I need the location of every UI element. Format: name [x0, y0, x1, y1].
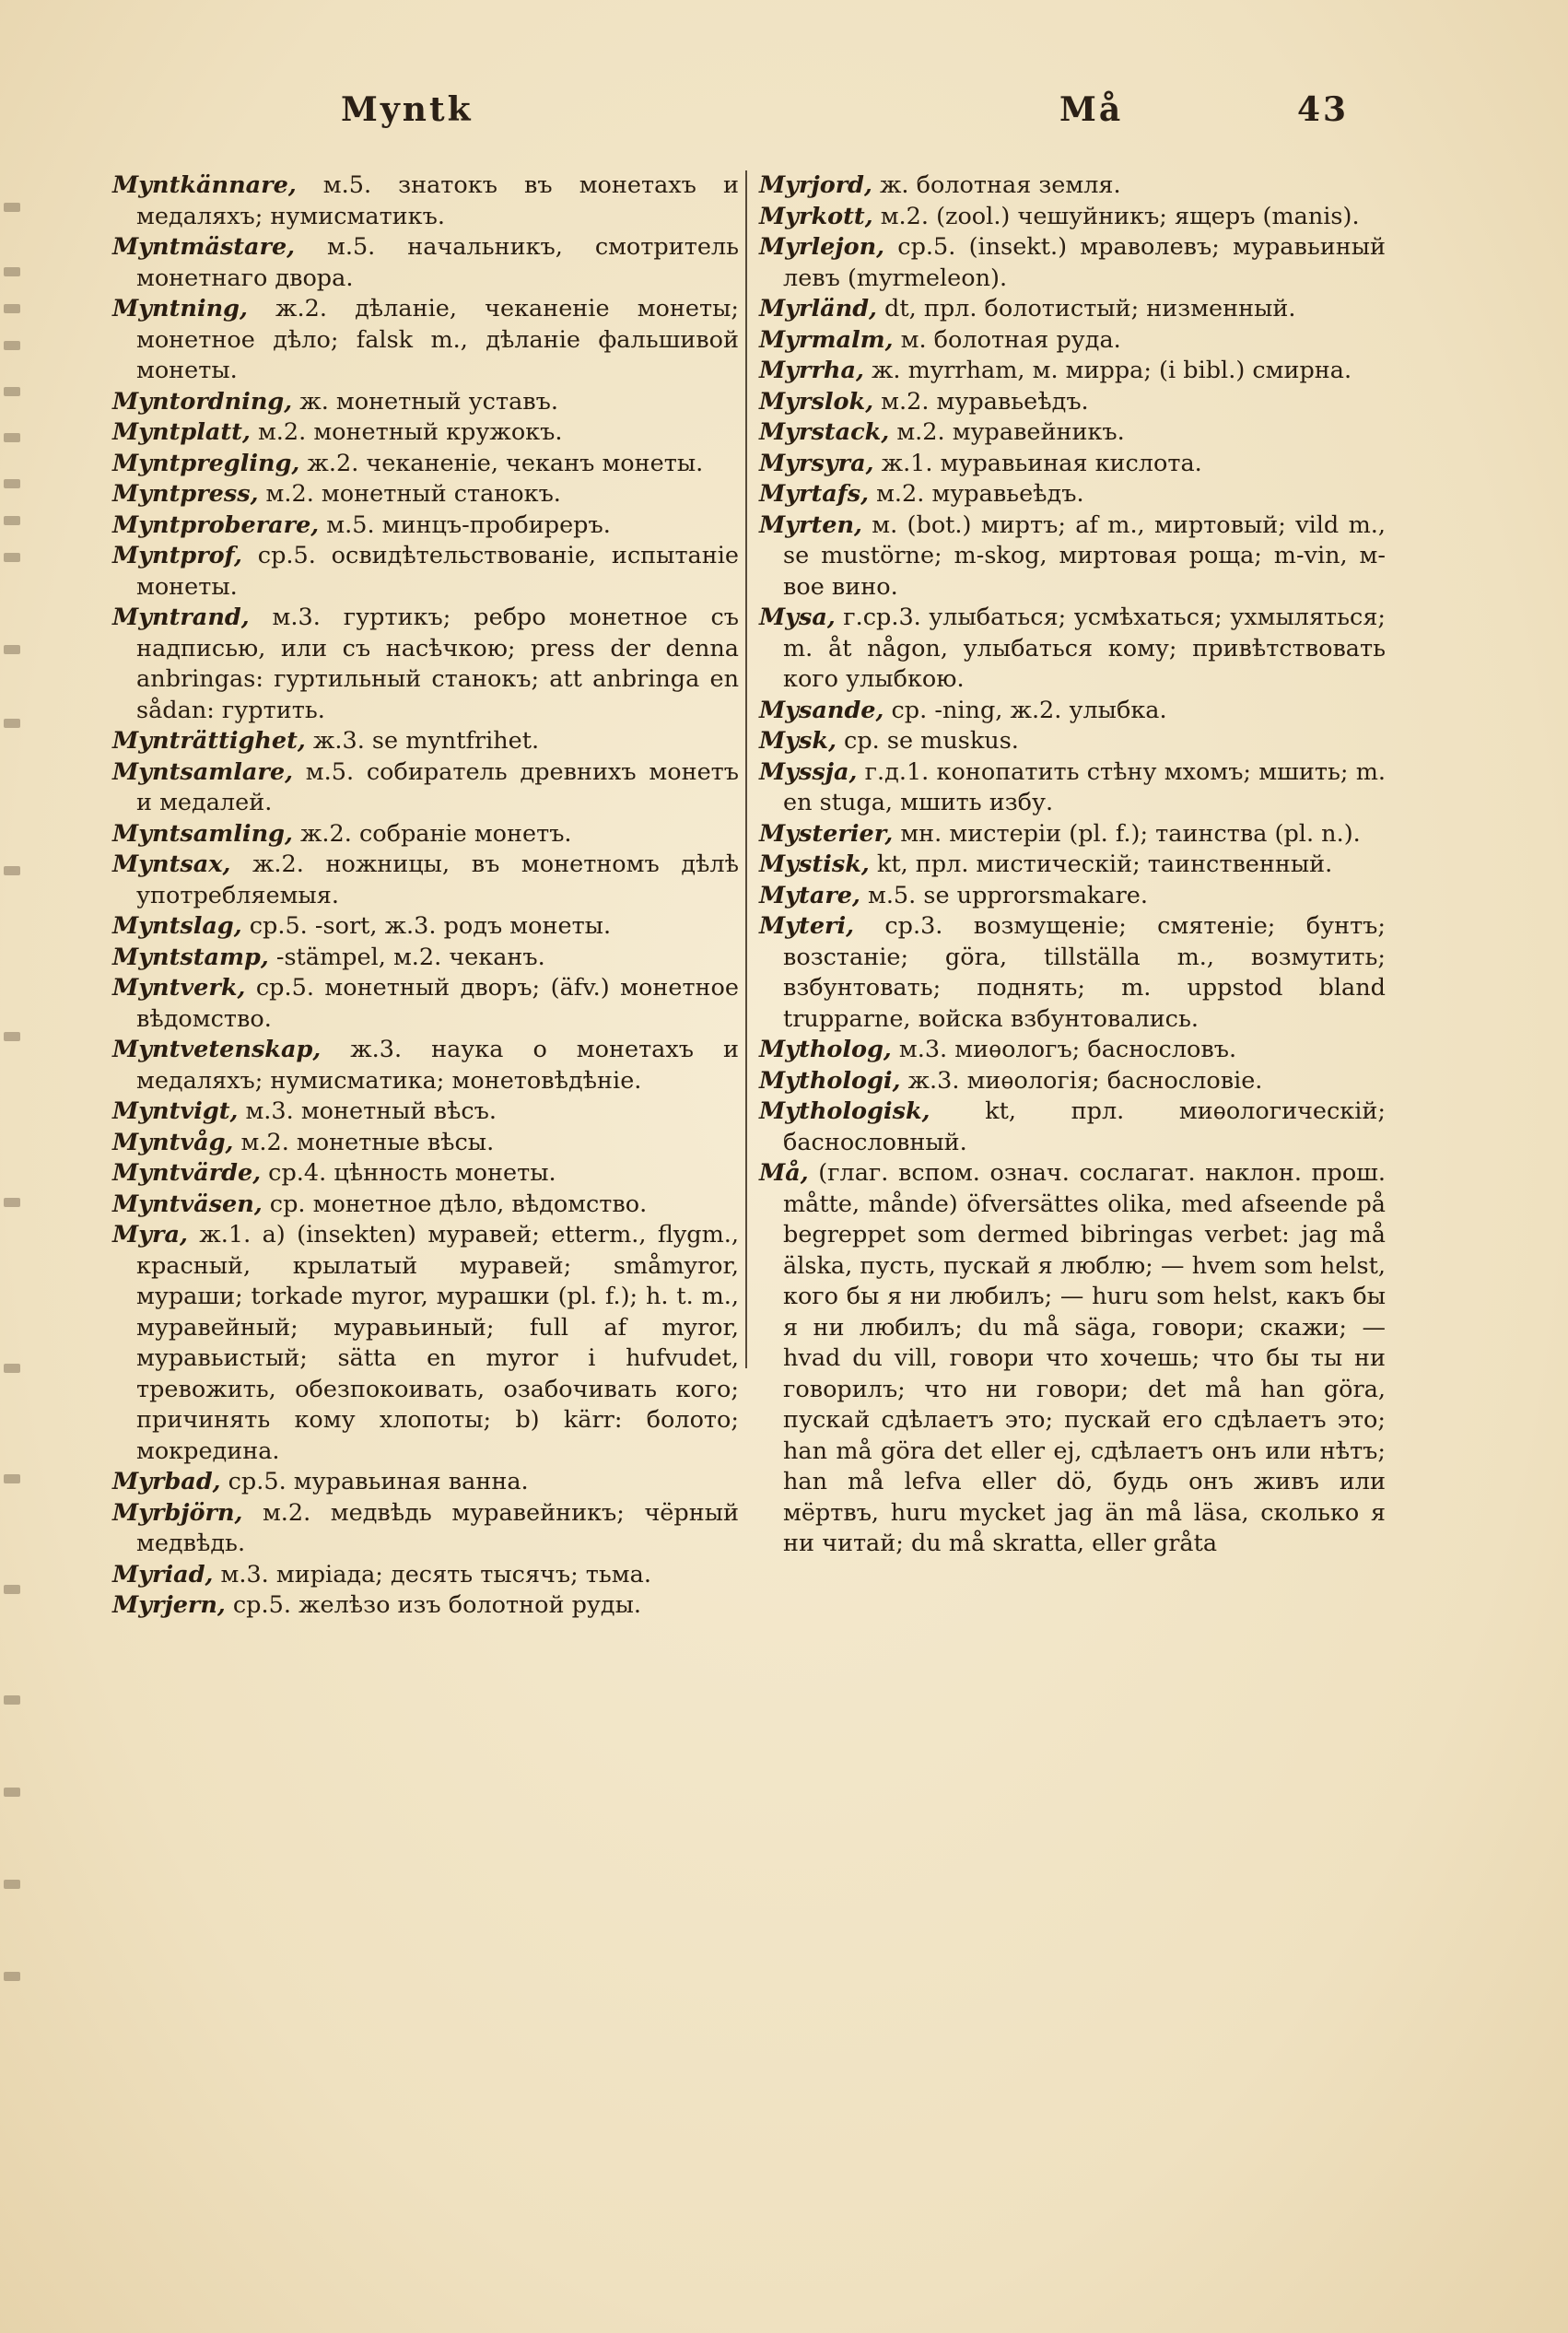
entry-headword: Myra, [112, 1221, 188, 1249]
entry-definition: ж.1. муравьиная кислота. [873, 449, 1202, 477]
entry-definition: ж.2. дѣланіе, чеканеніе монеты; монетное дѣло; falsk m., дѣланіе фальшивой монеты. [136, 295, 739, 384]
entry-headword: Mynträttighet, [112, 727, 306, 755]
entry-headword: Myntsamlare, [112, 757, 293, 786]
entry-headword: Myntstamp, [112, 943, 269, 971]
entry-definition: -stämpel, м.2. чеканъ. [268, 943, 545, 971]
entry-headword: Myntpregling, [112, 449, 300, 477]
dictionary-entry [759, 1096, 1386, 1158]
dictionary-entry [112, 1590, 739, 1622]
dictionary-entry [759, 726, 1386, 757]
dictionary-entry [112, 541, 739, 603]
entry-headword: Mysa, [759, 604, 836, 631]
entry-definition: ж.3. миѳологія; баснословіе. [900, 1066, 1263, 1095]
dictionary-entry [112, 1560, 739, 1591]
dictionary-entry [112, 387, 739, 418]
entry-headword: Myrbad, [112, 1468, 221, 1495]
entry-headword: Myntsax, [112, 850, 231, 878]
dictionary-entry [112, 1220, 739, 1467]
entry-definition: ср. монетное дѣло, вѣдомство. [262, 1190, 648, 1218]
dictionary-entry [759, 881, 1386, 912]
entry-definition: ср.5. -sort, ж.3. родъ монеты. [241, 912, 612, 940]
dictionary-entry [759, 1035, 1386, 1066]
dictionary-entry [759, 449, 1386, 480]
entry-headword: Myntvärde, [112, 1159, 262, 1187]
entry-definition: м.3. миѳологъ; баснословъ. [891, 1036, 1237, 1063]
running-head-right: Må [1059, 90, 1124, 129]
entry-headword: Myntslag, [112, 912, 242, 940]
entry-headword: Myrkott, [759, 202, 873, 230]
dictionary-entry [112, 510, 739, 542]
entry-headword: Mytholog, [759, 1036, 892, 1063]
entry-headword: Myntrand, [112, 604, 250, 631]
entry-definition: м.2. муравьеѣдъ. [873, 387, 1089, 416]
entry-headword: Må, [759, 1159, 809, 1187]
entry-headword: Myntsamling, [112, 819, 293, 848]
entry-definition: м.2. монетный кружокъ. [250, 418, 563, 446]
entry-headword: Myrbjörn, [112, 1498, 243, 1527]
dictionary-entry [759, 232, 1386, 294]
entry-definition: ж.3. наука о монетахъ и медаляхъ; нумисматика; монетовѣдѣніе. [136, 1036, 739, 1095]
entry-headword: Mytare, [759, 881, 860, 909]
entry-headword: Myrjern, [112, 1591, 226, 1619]
entry-definition: м.5. минцъ-пробиреръ. [319, 510, 611, 539]
dictionary-entry [112, 973, 739, 1035]
entry-headword: Myntordning, [112, 387, 293, 416]
entry-headword: Mysterier, [759, 819, 894, 848]
entry-definition: ср.5. освидѣтельствованіе, испытаніе монеты. [136, 542, 739, 601]
entry-headword: Myntvåg, [112, 1128, 234, 1156]
dictionary-entry [759, 510, 1386, 604]
entry-definition: (глаг. вспом. означ. сослагат. наклон. прош. måtte, månde) öfversättes olika, med afseende på begreppet som dermed bibringas verbet: jag må älska, пусть, пускай я люблю; — hvem som helst, кого бы я ни любилъ; — huru som helst, какъ бы я ни любилъ; du må säga, говори; скажи; — hvad du vill, говори что хочешь; что бы ты ни говорилъ; что ни говори; det må han göra, пускай сдѣлаетъ это; пускай его сдѣлаетъ это; han må göra det eller ej, сдѣлаетъ онъ или нѣтъ; han må lefva eller dö, будь онъ живъ или мёртвъ, huru mycket jag än må läsa, сколько я ни читай; du må skratta, eller gråta [783, 1159, 1386, 1557]
entry-definition: м.2. (zool.) чешуйникъ; ящеръ (manis). [872, 202, 1360, 230]
dictionary-entry [759, 202, 1386, 233]
entry-headword: Myrten, [759, 510, 862, 539]
dictionary-entry [759, 170, 1386, 202]
dictionary-entry [112, 757, 739, 819]
entry-definition: ж. болотная земля. [872, 171, 1121, 199]
entry-headword: Myntverk, [112, 974, 246, 1002]
dictionary-entry [759, 479, 1386, 510]
entry-headword: Myntväsen, [112, 1190, 263, 1218]
entry-definition: м.2. медвѣдь муравейникъ; чёрный медвѣдь. [136, 1498, 739, 1557]
entry-headword: Myrslok, [759, 387, 874, 416]
entry-definition: ср. -ning, ж.2. улыбка. [883, 696, 1167, 724]
entry-definition: г.д.1. конопатить стѣну мхомъ; мшить; m. en stuga, мшить избу. [783, 757, 1386, 816]
entry-headword: Myrsyra, [759, 449, 874, 477]
dictionary-entry [112, 1467, 739, 1498]
dictionary-entry [112, 819, 739, 850]
dictionary-entry [112, 1158, 739, 1190]
entry-headword: Myrjord, [759, 171, 872, 199]
dictionary-entry [759, 356, 1386, 387]
entry-headword: Myntproberare, [112, 510, 320, 539]
dictionary-entry [759, 850, 1386, 881]
dictionary-entry [112, 294, 739, 387]
entry-headword: Myrrha, [759, 357, 864, 384]
entry-definition: м.2. муравьеѣдъ. [868, 480, 1084, 508]
entry-headword: Myrmalm, [759, 325, 894, 354]
dictionary-entry [759, 603, 1386, 696]
entry-definition: г.ср.3. улыбаться; усмѣхаться; ухмыляться; m. åt någon, улыбаться кому; привѣтствовать кого улыбкою. [783, 604, 1386, 693]
entry-headword: Myntvetenskap, [112, 1036, 322, 1063]
entry-definition: м. (bot.) миртъ; af m., миртовый; vild m., se mustörne; m-skog, миртовая роща; m-vin, м-вое вино. [783, 510, 1386, 601]
entry-headword: Myntprof, [112, 542, 242, 569]
entry-definition: ср.5. монетный дворъ; (äfv.) монетное вѣдомство. [136, 974, 739, 1033]
entry-definition: ср.4. цѣнность монеты. [261, 1159, 556, 1187]
entry-headword: Myssja, [759, 757, 858, 786]
dictionary-entry [759, 1066, 1386, 1097]
entry-headword: Myteri, [759, 912, 855, 940]
dictionary-entry [112, 170, 739, 232]
dictionary-entry [112, 1128, 739, 1159]
entry-headword: Myntplatt, [112, 418, 251, 446]
entry-definition: м.2. монетные вѣсы. [233, 1128, 495, 1156]
dictionary-entry [112, 1498, 739, 1560]
dictionary-entry [759, 417, 1386, 449]
entry-definition: ср.5. муравьиная ванна. [220, 1468, 529, 1495]
entry-definition: kt, прл. миѳологическій; баснословный. [783, 1097, 1386, 1156]
entry-definition: ср.5. (insekt.) мраволевъ; муравьиный левъ (myrmeleon). [783, 233, 1386, 292]
entry-headword: Myrstack, [759, 418, 890, 446]
dictionary-entry [112, 1096, 739, 1128]
dictionary-entry [759, 387, 1386, 418]
entry-definition: ж.3. se myntfrihet. [305, 727, 540, 755]
entry-headword: Myntning, [112, 295, 248, 322]
dictionary-entry [759, 819, 1386, 850]
entry-definition: м.3. монетный вѣсъ. [238, 1097, 497, 1125]
dictionary-entry [759, 911, 1386, 1035]
dictionary-entry [112, 943, 739, 974]
entry-headword: Myrtafs, [759, 480, 869, 508]
entry-headword: Myrlejon, [759, 233, 885, 261]
entry-definition: м. болотная руда. [893, 325, 1121, 354]
entry-headword: Mysande, [759, 696, 884, 724]
dictionary-entry [759, 1158, 1386, 1560]
page-number: 43 [1297, 90, 1350, 129]
entry-definition: ж.1. a) (insekten) муравей; etterm., flygm., красный, крылатый муравей; småmyror, мураши; torkade myror, мурашки (pl. f.); h. t. m., муравейный; муравьиный; full af myror, муравьистый; sätta en myror i hufvudet, тревожить, обезпокоивать, озабочивать кого; причинять кому хлопоты; b) kärr: болото; мокредина. [136, 1221, 739, 1465]
dictionary-entry [112, 726, 739, 757]
entry-headword: Myntpress, [112, 480, 259, 508]
dictionary-entry [759, 696, 1386, 727]
entry-definition: м.2. монетный станокъ. [258, 480, 561, 508]
right-column [759, 170, 1386, 1560]
entry-headword: Myntmästare, [112, 233, 296, 261]
running-head-left: Myntk [341, 90, 474, 129]
dictionary-entry [112, 417, 739, 449]
entry-definition: м.5. собиратель древнихъ монетъ и медалей. [136, 757, 739, 816]
entry-headword: Mythologi, [759, 1066, 901, 1095]
entry-headword: Myntkännare, [112, 171, 297, 199]
entry-definition: м.5. начальникъ, смотритель монетнаго двора. [136, 233, 739, 292]
dictionary-entry [759, 757, 1386, 819]
entry-definition: ж. myrrham, м. мирра; (i bibl.) смирна. [863, 357, 1352, 384]
entry-definition: ж. монетный уставъ. [292, 387, 558, 416]
entry-definition: ж.2. собраніе монетъ. [292, 819, 572, 848]
entry-definition: м.5. знатокъ въ монетахъ и медаляхъ; нумисматикъ. [136, 171, 739, 230]
entry-headword: Mystisk, [759, 850, 870, 878]
entry-headword: Myrländ, [759, 295, 877, 322]
dictionary-entry [112, 449, 739, 480]
entry-headword: Myriad, [112, 1560, 214, 1589]
dictionary-entry [759, 294, 1386, 325]
entry-definition: м.5. se upprorsmakare. [860, 881, 1148, 909]
dictionary-entry [112, 1035, 739, 1096]
entry-headword: Mysk, [759, 727, 837, 755]
dictionary-entry [112, 603, 739, 726]
entry-definition: ж.2. чеканеніе, чеканъ монеты. [299, 449, 704, 477]
dictionary-entry [112, 850, 739, 911]
dictionary-entry [759, 325, 1386, 357]
entry-definition: kt, прл. мистическій; таинственный. [869, 850, 1333, 878]
entry-definition: dt, прл. болотистый; низменный. [876, 295, 1296, 322]
entry-definition: мн. мистеріи (pl. f.); таинства (pl. n.). [893, 819, 1361, 848]
entry-headword: Mythologisk, [759, 1097, 930, 1125]
entry-definition: ж.2. ножницы, въ монетномъ дѣлѣ употребляемыя. [136, 850, 739, 909]
page-edge-bleed [0, 166, 31, 2101]
left-column [112, 170, 739, 1622]
entry-definition: м.2. муравейникъ. [889, 418, 1125, 446]
column-divider [745, 170, 747, 1368]
entry-headword: Myntvigt, [112, 1097, 239, 1125]
entry-definition: ср. se muskus. [836, 727, 1019, 755]
entry-definition: м.3. гуртикъ; ребро монетное съ надписью, или съ насѣчкою; press der denna anbringas: гуртильный станокъ; att anbringa en sådan: гуртить. [136, 604, 739, 724]
entry-definition: ср.5. желѣзо изъ болотной руды. [225, 1591, 641, 1619]
dictionary-entry [112, 479, 739, 510]
entry-definition: ср.3. возмущеніе; смятеніе; бунтъ; возстаніе; göra, tillställa m., возмутить; взбунтовать; поднять; m. uppstod bland trupparne, войска взбунтовались. [783, 912, 1386, 1033]
dictionary-entry [112, 911, 739, 943]
dictionary-entry [112, 232, 739, 294]
dictionary-entry [112, 1190, 739, 1221]
entry-definition: м.3. миріада; десять тысячъ; тьма. [213, 1560, 651, 1589]
